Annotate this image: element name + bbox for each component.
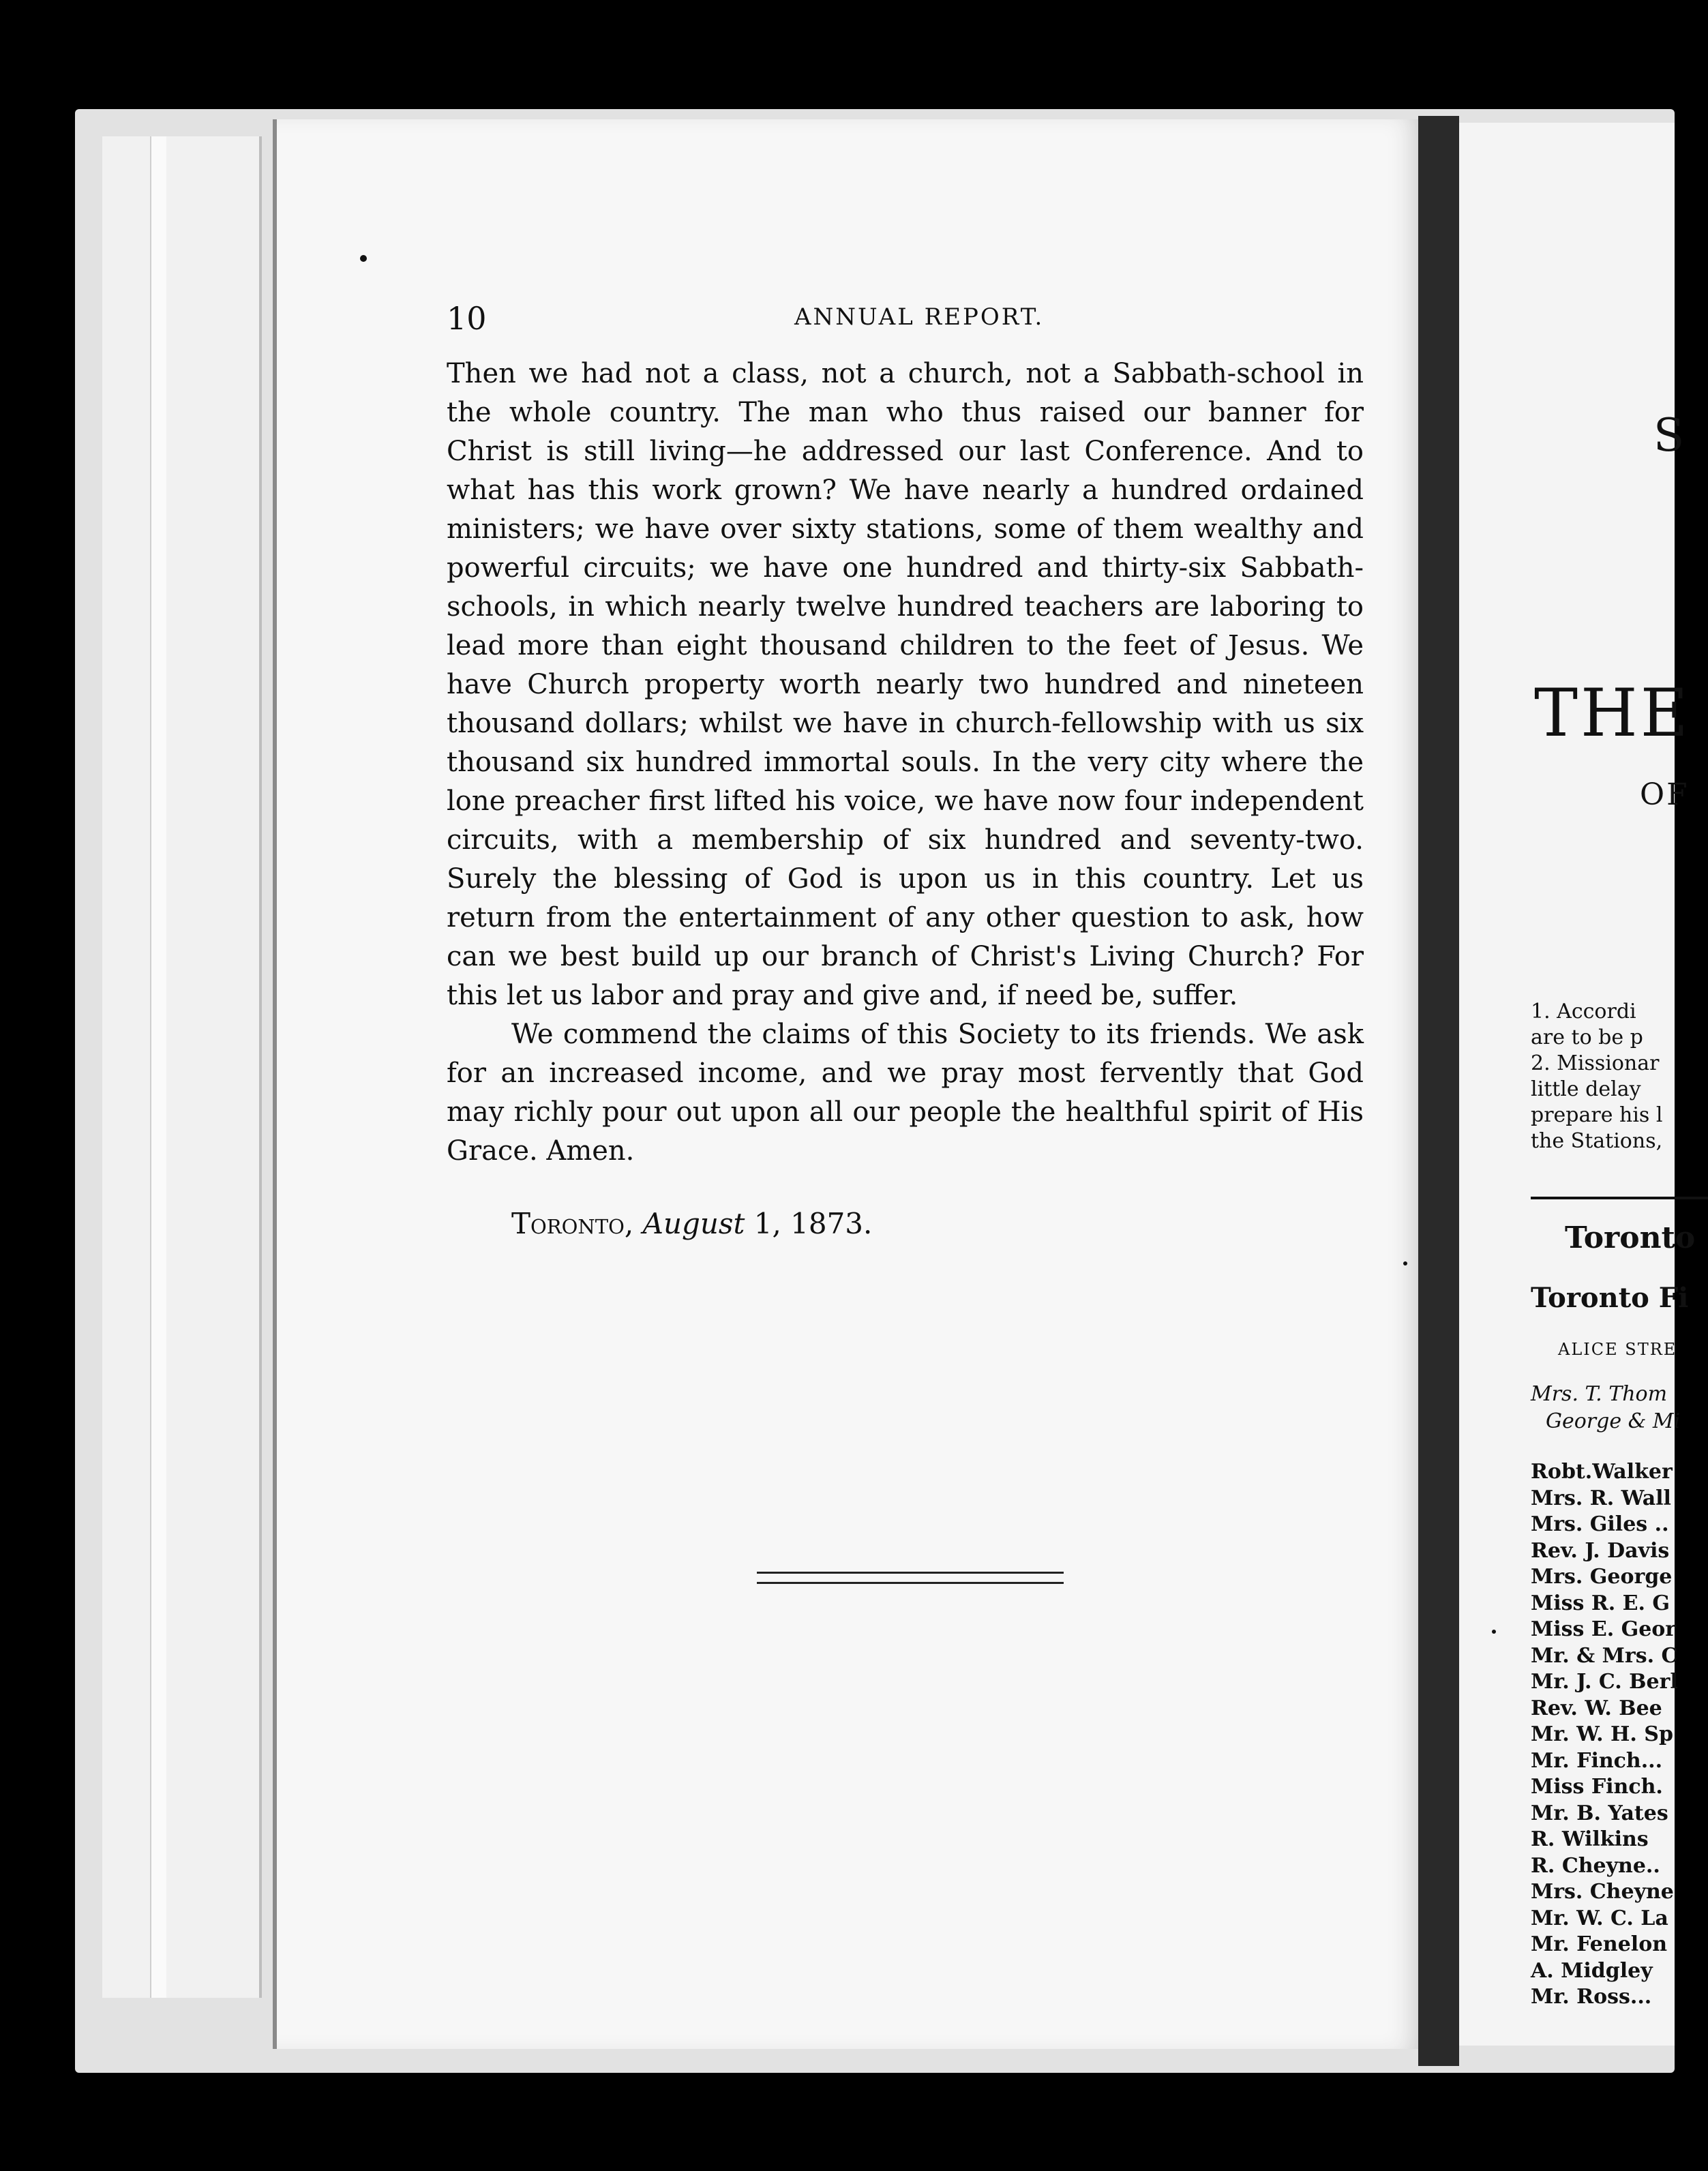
list-item: Mrs. Cheyne [1531,1880,1674,1904]
page-number: 10 [447,300,487,337]
list-item: Miss Finch. [1531,1775,1663,1799]
right-notes [1531,999,1662,1154]
list-item: Mrs. R. Wall [1531,1486,1671,1510]
list-item: R. Wilkins [1531,1827,1649,1851]
italic-line: Mrs. T. Thom [1531,1382,1668,1406]
list-item: Mr. Finch... [1531,1748,1663,1773]
paragraph: Then we had not a class, not a church, not a Sabbath-school in the whole country. The man who thus raised our banner for Christ is still living—he addressed our last Conference. And to what has this work grown? We have nearly a hundred ordained ministers; we have over sixty stations, some of them wealthy and powerful circuits; we have one hundred and thirty-six Sabbath-schools, in which nearly twelve hundred teachers are laboring to lead more than eight thousand children to the feet of Jesus. We have Church property worth nearly two hundred and nineteen thousand dollars; whilst we have in church-fellowship with us six thousand six hundred immortal souls. In the very city where the lone preacher first lifted his voice, we have now four independent circuits, with a membership of six hundred and seventy-two. Surely the blessing of God is upon us in this country. Let us return from the entertainment of any other question to ask, how can we best build up our branch of Christ's Living Church? For this let us labor and pray and give and, if need be, suffer. [447,358,1364,1011]
right-heading-the: THE [1534,675,1691,751]
list-item: Mr. & Mrs. C [1531,1643,1678,1668]
list-item: A. Midgley [1531,1958,1653,1983]
note-line: little delay [1531,1077,1641,1101]
list-item: Rev. W. Bee [1531,1696,1662,1720]
list-item: Miss E. Geor [1531,1617,1677,1641]
sub-title: Toronto Fi [1531,1282,1689,1314]
list-item: Mr. W. H. Sp [1531,1722,1673,1746]
dateline-month: August [642,1207,745,1240]
italic-line: George & Mi [1546,1409,1681,1433]
list-item: Miss R. E. G [1531,1591,1670,1615]
note-line: the Stations, [1531,1129,1663,1153]
note-line: are to be p [1531,1025,1643,1049]
dateline-year: 1, 1873. [753,1207,873,1240]
list-item: Mrs. George [1531,1565,1673,1589]
dateline [511,1207,872,1240]
right-page [1459,123,1696,2046]
list-item: Mr. Ross... [1531,1985,1652,2009]
right-heading-s: S [1653,409,1685,462]
list-item: Mr. B. Yates [1531,1801,1668,1825]
dust-speck [360,255,367,262]
dust-speck [1403,1261,1407,1266]
list-item: Rev. J. Davis [1531,1538,1670,1563]
list-item: Robt.Walker [1531,1460,1673,1484]
body-text [447,355,1364,1171]
page-fold [150,136,166,1998]
street-label: ALICE STRE [1558,1340,1677,1359]
dateline-place: Toronto, [511,1207,634,1240]
page-stack-edge [102,136,262,1998]
note-line: 1. Accordi [1531,1000,1636,1023]
list-item: Mr. Fenelon [1531,1932,1668,1956]
list-item: Mr. W. C. La [1531,1906,1668,1930]
dust-speck [1492,1630,1496,1634]
section-title: Toronto [1565,1221,1696,1255]
right-rule [1531,1197,1708,1199]
note-line: prepare his l [1531,1103,1663,1127]
name-list [1531,1459,1678,2011]
right-heading-of: OF [1640,777,1690,812]
italic-lines [1531,1381,1680,1435]
paragraph: We commend the claims of this Society to its friends. We ask for an increased income, and we pray most fervently that God may richly pour out upon all our people the healthful spirit of His Grace. Amen. [447,1019,1364,1167]
double-rule [757,1572,1064,1584]
list-item: R. Cheyne.. [1531,1853,1660,1878]
list-item: Mr. J. C. Berl [1531,1670,1678,1694]
note-line: 2. Missionar [1531,1051,1660,1075]
book-gutter [1418,116,1459,2066]
list-item: Mrs. Giles .. [1531,1512,1669,1536]
running-head: ANNUAL REPORT. [794,303,1045,331]
